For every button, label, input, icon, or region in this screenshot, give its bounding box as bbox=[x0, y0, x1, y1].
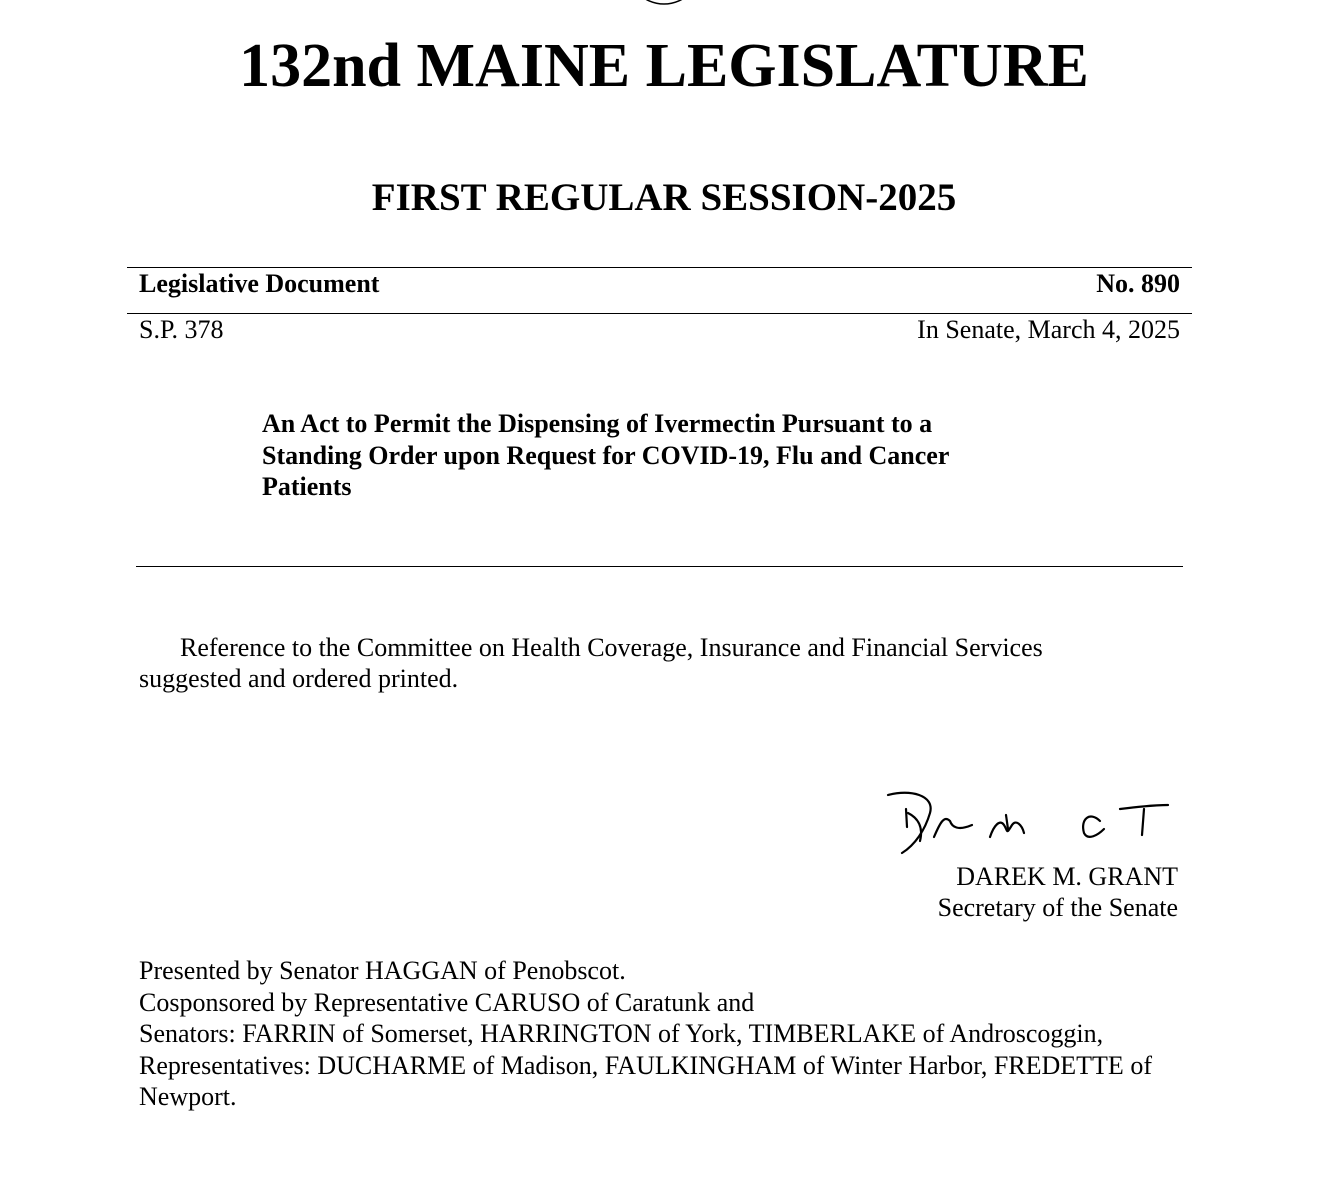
introduced-date: In Senate, March 4, 2025 bbox=[917, 315, 1180, 344]
paper-row bbox=[139, 314, 1180, 346]
legislature-heading: 132nd MAINE LEGISLATURE bbox=[239, 32, 1089, 100]
document-label: Legislative Document bbox=[139, 269, 380, 298]
cosponsored-by: Cosponsored by Representative CARUSO of Caratunk and bbox=[139, 987, 755, 1017]
signature-block bbox=[938, 861, 1178, 923]
document-number-row bbox=[139, 268, 1180, 300]
signer-name: DAREK M. GRANT bbox=[956, 862, 1178, 891]
session-heading: FIRST REGULAR SESSION-2025 bbox=[371, 176, 957, 219]
state-seal-icon bbox=[620, 0, 708, 6]
signer-role: Secretary of the Senate bbox=[937, 893, 1178, 922]
representative-cosponsors: Representatives: DUCHARME of Madison, FAULKINGHAM of Winter Harbor, FREDETTE of Newport. bbox=[139, 1050, 1152, 1111]
presented-by: Presented by Senator HAGGAN of Penobscot. bbox=[139, 956, 626, 985]
act-title: An Act to Permit the Dispensing of Ivermectin Pursuant to a Standing Order upon Request for COVID-19, Flu and Cancer Patients bbox=[262, 409, 949, 501]
sponsors-block bbox=[139, 955, 1199, 1113]
document-number: No. 890 bbox=[1096, 269, 1180, 298]
paper-number: S.P. 378 bbox=[139, 315, 224, 344]
signature-image bbox=[880, 785, 1180, 865]
committee-reference: Reference to the Committee on Health Coverage, Insurance and Financial Services suggested and ordered printed. bbox=[139, 633, 1043, 693]
senator-cosponsors: Senators: FARRIN of Somerset, HARRINGTON of York, TIMBERLAKE of Androscoggin, bbox=[139, 1019, 1104, 1048]
divider bbox=[136, 566, 1183, 567]
